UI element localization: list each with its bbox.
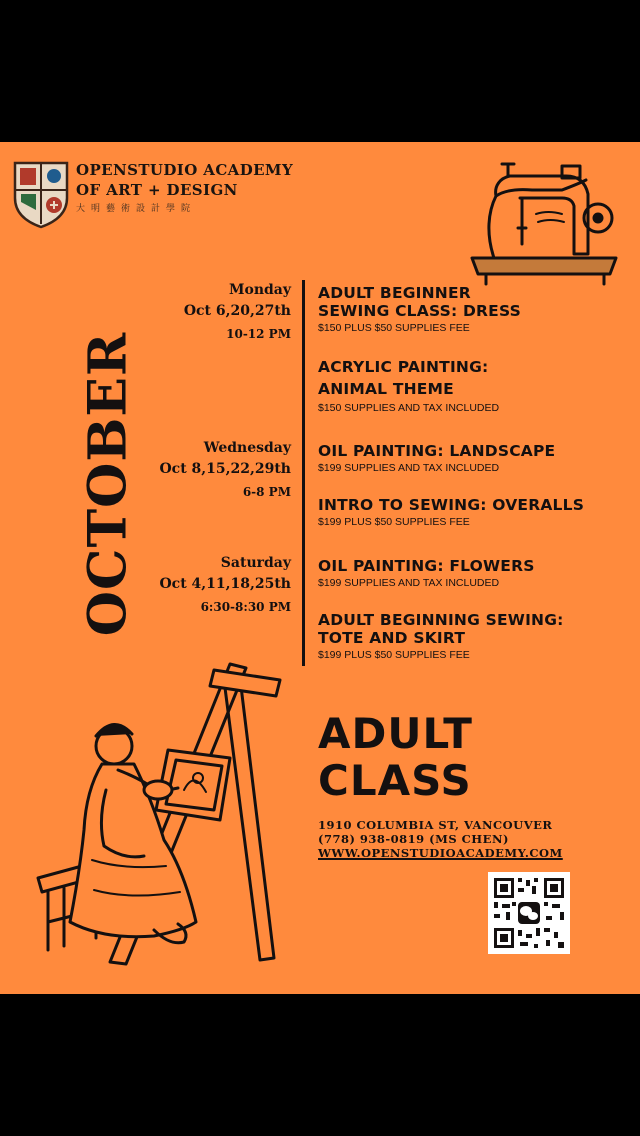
schedule-dates: Oct 4,11,18,25th [159,576,291,592]
course-title: ADULT BEGINNING SEWING: [318,611,564,629]
wechat-qr-code[interactable] [488,872,570,954]
course-fee: $199 SUPPLIES AND TAX INCLUDED [318,577,500,589]
course-fee: $150 PLUS $50 SUPPLIES FEE [318,322,470,334]
contact-phone: (778) 938-0819 (MS CHEN) [318,832,509,846]
course-item [318,557,535,591]
academy-crest-logo [12,160,70,230]
headline [318,710,473,804]
academy-name-line1: OPENSTUDIO ACADEMY [76,161,294,179]
class-poster [0,142,640,994]
course-fee: $150 SUPPLIES AND TAX INCLUDED [318,402,500,414]
course-fee: $199 PLUS $50 SUPPLIES FEE [318,516,470,528]
course-title: SEWING CLASS: DRESS [318,302,521,320]
course-item [318,611,564,663]
academy-name-line2: OF ART + DESIGN [76,181,238,199]
headline-line1: ADULT [318,709,473,758]
course-item [318,442,555,476]
course-title: ADULT BEGINNER [318,284,471,302]
course-item [318,356,499,416]
contact-website[interactable]: WWW.OPENSTUDIOACADEMY.COM [318,846,563,860]
course-fee: $199 SUPPLIES AND TAX INCLUDED [318,462,500,474]
schedule-day: Saturday [220,555,291,571]
course-item [318,496,584,530]
academy-name [76,160,293,200]
course-title: INTRO TO SEWING: OVERALLS [318,496,585,514]
course-title: OIL PAINTING: LANDSCAPE [318,442,556,460]
schedule-dates: Oct 8,15,22,29th [159,461,291,477]
course-title: OIL PAINTING: FLOWERS [318,557,535,575]
schedule-monday [184,280,291,346]
course-title: ACRYLIC PAINTING: [318,358,489,376]
schedule-day: Wednesday [203,440,291,456]
schedule-dates: Oct 6,20,27th [183,303,291,319]
month-title: OCTOBER [77,331,139,637]
contact-address: 1910 COLUMBIA ST, VANCOUVER [318,818,553,832]
schedule-wednesday [159,438,291,504]
schedule-day: Monday [228,282,291,298]
contact-info [318,818,563,860]
schedule-time: 6-8 PM [242,485,291,499]
schedule-time: 6:30-8:30 PM [200,600,291,614]
schedule-divider [302,280,305,666]
course-title: ANIMAL THEME [318,380,454,398]
course-title: TOTE AND SKIRT [318,629,466,647]
headline-line2: CLASS [318,756,472,805]
course-fee: $199 PLUS $50 SUPPLIES FEE [318,649,470,661]
sewing-machine-illustration [466,154,624,296]
schedule-saturday [159,553,291,619]
course-item [318,284,521,336]
painter-at-easel-illustration [34,660,294,970]
schedule-time: 10-12 PM [226,327,291,341]
academy-chinese-name: 大明藝術設計學院 [76,204,197,214]
